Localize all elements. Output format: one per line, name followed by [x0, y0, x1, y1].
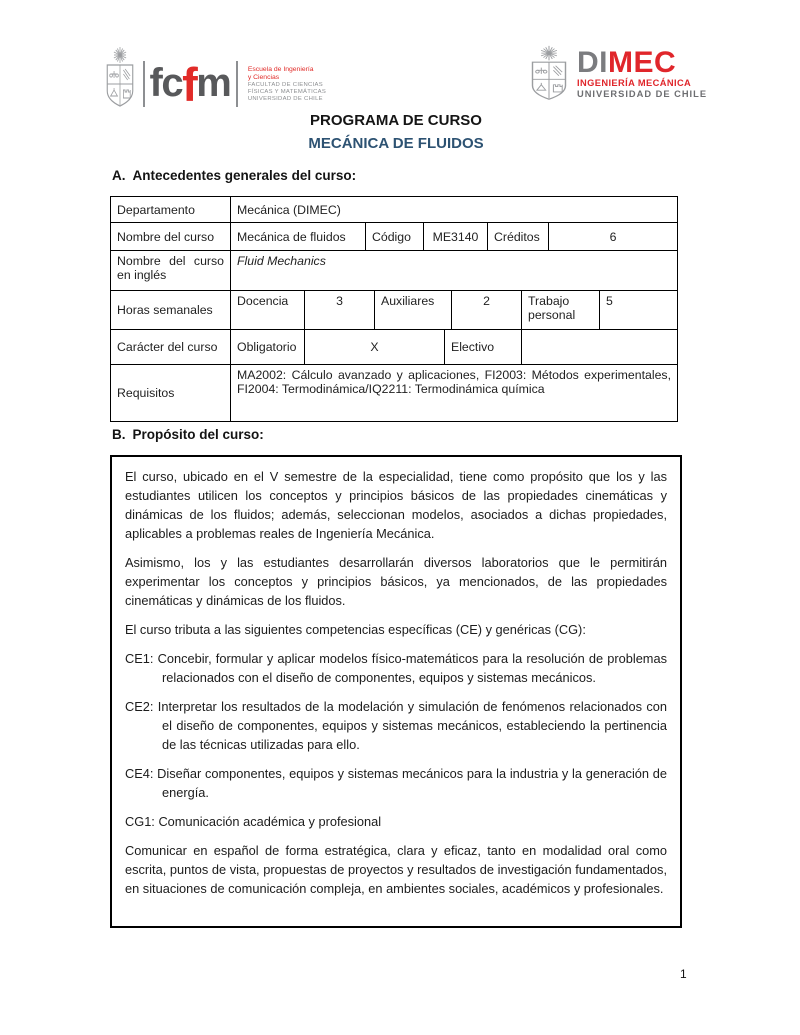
- obligatorio-value: X: [304, 330, 444, 364]
- section-a-title: Antecedentes generales del curso:: [132, 168, 357, 183]
- docencia-label: Docencia: [230, 291, 304, 329]
- trabajo-value: 5: [599, 291, 677, 329]
- auxiliares-value: 2: [451, 291, 521, 329]
- table-row-horas: [111, 290, 677, 329]
- section-b-heading: [112, 427, 264, 442]
- purpose-paragraph-2: Asimismo, los y las estudiantes desarrollarán diversos laboratorios que le permitirán experimentar los conceptos y principios básicos, ya mencionados, de las propiedades cinemáticas y dinámicas de los fluidos.: [125, 555, 667, 608]
- section-b-title: Propósito del curso:: [132, 427, 264, 442]
- fcfm-wordmark-red: f: [182, 58, 197, 111]
- creditos-label: Créditos: [487, 223, 548, 250]
- page-number: 1: [680, 967, 687, 981]
- nombre-value: Mecánica de fluidos: [230, 223, 365, 250]
- dimec-wordmark-gray: DI: [577, 46, 608, 79]
- logo-divider: [236, 61, 238, 107]
- creditos-value: 6: [548, 223, 677, 250]
- dimec-logo: [527, 45, 707, 101]
- table-row-nombre-ingles: [111, 250, 677, 290]
- fcfm-line: FÍSICAS Y MATEMÁTICAS: [247, 89, 327, 95]
- fcfm-wordmark-gray2: m: [196, 61, 231, 105]
- docencia-value: 3: [304, 291, 374, 329]
- section-b-letter: B.: [112, 427, 126, 442]
- competency-ce1: [125, 649, 667, 687]
- uchile-crest-icon: [103, 46, 137, 108]
- fcfm-logo: [103, 46, 327, 111]
- trabajo-label: Trabajo personal: [521, 291, 599, 329]
- electivo-value: [521, 330, 677, 364]
- requisitos-value: MA2002: Cálculo avanzado y aplicaciones, FI2003: Métodos experimentales, FI2004: Termodinámica/IQ2211: Termodinámica química: [230, 365, 677, 421]
- competency-ce2-text: Interpretar los resultados de la modelación y simulación de fenómenos relacionados con el diseño de componentes, equipos y sistemas mecánicos, estableciendo la pertinencia de las técnicas utilizadas para ello.: [157, 699, 667, 752]
- auxiliares-label: Auxiliares: [374, 291, 451, 329]
- departamento-label: Departamento: [117, 202, 195, 217]
- competency-ce2: [125, 697, 667, 754]
- dimec-subtitle: INGENIERÍA MECÁNICA: [577, 78, 692, 88]
- dimec-logo-text: [577, 48, 707, 100]
- competency-ce2-code: CE2:: [125, 699, 154, 714]
- fcfm-logo-text: [248, 66, 326, 103]
- competency-cg1-text: Comunicación académica y profesional: [158, 814, 382, 829]
- fcfm-line: Escuela de Ingeniería: [247, 66, 314, 73]
- document-titles: [110, 112, 682, 152]
- fcfm-wordmark-gray1: fc: [149, 61, 183, 105]
- nombre-ingles-value: Fluid Mechanics: [230, 251, 677, 290]
- competency-ce4-code: CE4:: [125, 766, 154, 781]
- fcfm-line: y Ciencias: [247, 74, 280, 81]
- nombre-label: Nombre del curso: [117, 229, 215, 244]
- uchile-crest-icon: [527, 45, 571, 101]
- horas-label: Horas semanales: [117, 303, 213, 317]
- logo-divider: [143, 61, 145, 107]
- dimec-university: UNIVERSIDAD DE CHILE: [577, 89, 708, 99]
- competency-cg1: [125, 812, 667, 831]
- fcfm-wordmark: [149, 58, 231, 111]
- course-program-title: PROGRAMA DE CURSO: [310, 112, 482, 129]
- codigo-value: ME3140: [423, 223, 487, 250]
- section-a-heading: [112, 168, 356, 183]
- obligatorio-label: Obligatorio: [230, 330, 304, 364]
- section-a-letter: A.: [112, 168, 126, 183]
- nombre-ingles-label: Nombre del curso en inglés: [117, 254, 224, 282]
- competency-ce4-text: Diseñar componentes, equipos y sistemas mecánicos para la industria y la generación de energía.: [157, 766, 667, 800]
- fcfm-line: UNIVERSIDAD DE CHILE: [247, 96, 323, 102]
- course-info-table: [110, 196, 678, 422]
- competency-ce1-code: CE1:: [125, 651, 154, 666]
- electivo-label: Electivo: [444, 330, 521, 364]
- table-row-departamento: [111, 197, 677, 222]
- caracter-label: Carácter del curso: [117, 340, 218, 354]
- purpose-paragraph-3: El curso tributa a las siguientes competencias específicas (CE) y genéricas (CG):: [125, 622, 586, 637]
- cg1-description: Comunicar en español de forma estratégica, clara y eficaz, tanto en modalidad oral como escrita, puntos de vista, propuestas de proyectos y resultados de investigación fundamentados, en situaciones de comunicación compleja, en ambientes sociales, académicos y profesionales.: [125, 843, 667, 896]
- codigo-label: Código: [365, 223, 423, 250]
- table-row-caracter: [111, 329, 677, 364]
- course-name-title: MECÁNICA DE FLUIDOS: [308, 135, 484, 152]
- competency-ce4: [125, 764, 667, 802]
- course-purpose-box: [110, 455, 682, 928]
- requisitos-label: Requisitos: [117, 386, 175, 400]
- competency-cg1-code: CG1:: [125, 814, 155, 829]
- dimec-wordmark-red: MEC: [608, 46, 677, 79]
- competency-ce1-text: Concebir, formular y aplicar modelos físico-matemáticos para la resolución de problemas relacionados con el diseño de componentes, equipos y sistemas mecánicos.: [157, 651, 667, 685]
- dimec-wordmark: [577, 48, 707, 78]
- table-row-requisitos: [111, 364, 677, 421]
- departamento-value: Mecánica (DIMEC): [230, 197, 677, 222]
- table-row-nombre: [111, 222, 677, 250]
- fcfm-line: FACULTAD DE CIENCIAS: [247, 82, 323, 88]
- purpose-paragraph-1: El curso, ubicado en el V semestre de la especialidad, tiene como propósito que los y las estudiantes utilicen los conceptos y principios básicos de las propiedades cinemáticas y dinámicas de los fluidos; además, seleccionan modelos, asociados a dichas propiedades, aplicables a problemas reales de Ingeniería Mecánica.: [125, 469, 667, 541]
